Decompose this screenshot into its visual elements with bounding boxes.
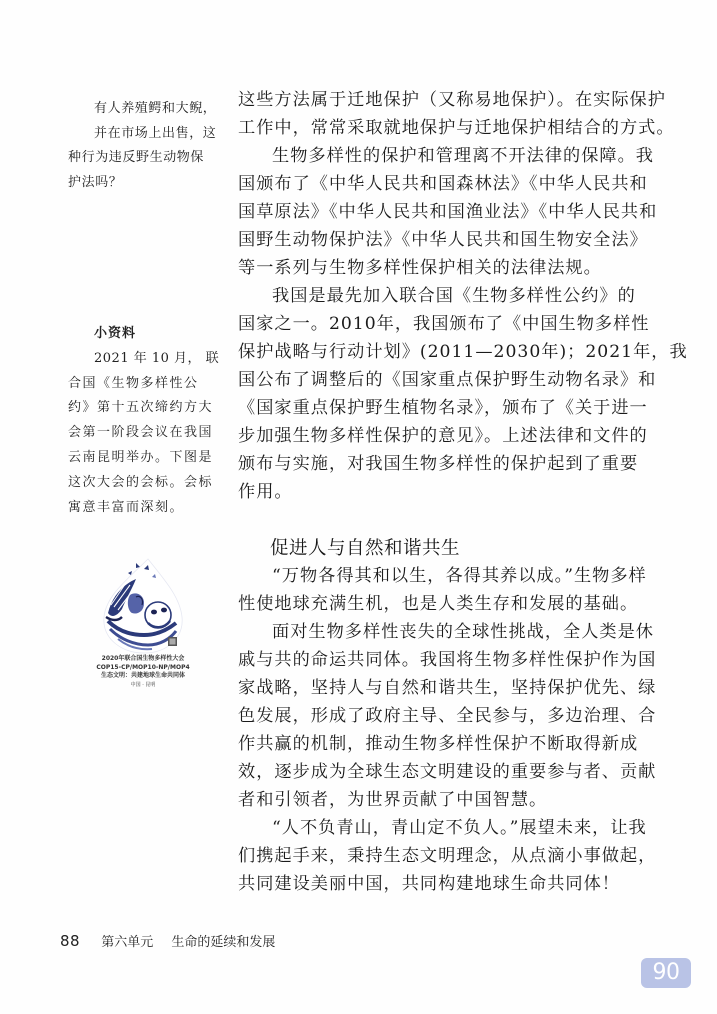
body-line: 面对生物多样性丧失的全球性挑战，全人类是休 (272, 622, 654, 642)
body-line: 性使地球充满生机，也是人类生存和发展的基础。 (238, 594, 639, 614)
body-line: 这些方法属于迁地保护（又称易地保护）。在实际保护 (238, 90, 666, 110)
body-line: 作共赢的机制，推动生物多样性保护不断取得新成 (238, 734, 639, 754)
body-line: 者和引领者，为世界贡献了中国智慧。 (238, 790, 548, 810)
cop15-logo-icon (78, 555, 208, 655)
logo-caption-line: 生态文明：共建地球生命共同体 (100, 672, 185, 679)
body-line: “万物各得其和以生，各得其养以成。”生物多样 (272, 566, 647, 586)
body-line: 戚与共的命运共同体。我国将生物多样性保护作为国 (238, 650, 657, 670)
body-line: 国草原法》《中华人民共和国渔业法》《中华人民共和 (238, 202, 658, 222)
main-text-block (238, 86, 688, 506)
info-line: 2021 年 10 月， 联 (94, 350, 220, 366)
body-line: 颁布与实施，对我国生物多样性的保护起到了重要 (238, 454, 639, 474)
body-line: 我国是最先加入联合国《生物多样性公约》的 (272, 286, 636, 306)
info-line: 云南昆明举办。下图是 (68, 449, 214, 465)
sidebar-question (68, 97, 228, 195)
body-line: 国家之一。2010年，我国颁布了《中国生物多样性 (238, 314, 650, 334)
logo-caption-line: 2020年联合国生物多样性大会 (101, 655, 185, 662)
body-line: 们携起手来，秉持生态文明理念，从点滴小事做起， (238, 846, 657, 866)
section-harmony (238, 534, 657, 898)
page-index-badge: 90 (641, 958, 691, 988)
logo-caption-line: 中国 · 昆明 (130, 681, 156, 688)
body-line: 共同建设美丽中国，共同构建地球生命共同体！ (238, 874, 620, 894)
body-line: 等一系列与生物多样性保护相关的法律法规。 (238, 258, 602, 278)
question-line: 并在市场上出售，这 (94, 125, 217, 141)
info-line: 这次大会的会标。会标 (68, 474, 214, 490)
body-line: 步加强生物多样性保护的意见》。上述法律和文件的 (238, 426, 648, 446)
question-line: 种行为违反野生动物保 (68, 150, 205, 165)
info-line: 约》第十五次缔约方大 (68, 400, 214, 416)
body-line: 《国家重点保护野生植物名录》，颁布了《关于进一 (238, 398, 648, 418)
body-line: 国公布了调整后的《国家重点保护野生动物名录》和 (238, 370, 657, 390)
body-line: 生物多样性的保护和管理离不开法律的保障。我 (272, 146, 654, 166)
sidebar-info-box (68, 322, 228, 520)
body-line: 家战略，坚持人与自然和谐共生，坚持保护优先、绿 (238, 678, 657, 698)
info-line: 合国《生物多样性公 (68, 375, 199, 391)
question-line: 有人养殖鳄和大鲵， (94, 101, 217, 116)
body-line: 效，逐步成为全球生态文明建设的重要参与者、贡献 (238, 762, 657, 782)
unit-title: 生命的延续和发展 (171, 935, 276, 950)
body-line: 国野生动物保护法》《中华人民共和国生物安全法》 (238, 230, 648, 250)
body-line: 保护战略与行动计划》(2011—2030年)；2021年，我 (238, 342, 688, 362)
info-title: 小资料 (94, 326, 137, 341)
question-line: 护法吗？ (68, 174, 123, 190)
printed-page-number: 88 (60, 932, 81, 950)
info-line: 会第一阶段会议在我国 (68, 425, 214, 441)
logo-caption (78, 655, 208, 689)
body-line: 作用。 (238, 482, 293, 502)
body-line: 工作中，常常采取就地保护与迁地保护相结合的方式。 (238, 118, 675, 138)
info-line: 寓意丰富而深刻。 (68, 499, 185, 515)
page-footer (60, 931, 275, 950)
body-line: 国颁布了《中华人民共和国森林法》《中华人民共和 (238, 174, 648, 194)
body-line: 色发展，形成了政府主导、全民参与，多边治理、合 (238, 706, 657, 726)
section-heading: 促进人与自然和谐共生 (270, 538, 461, 559)
unit-label: 第六单元 (101, 935, 154, 950)
body-line: “人不负青山，青山定不负人。”展望未来，让我 (272, 818, 647, 838)
logo-caption-line: COP15-CP/MOP10-NP/MOP4 (96, 663, 190, 671)
cop15-logo (78, 555, 208, 705)
